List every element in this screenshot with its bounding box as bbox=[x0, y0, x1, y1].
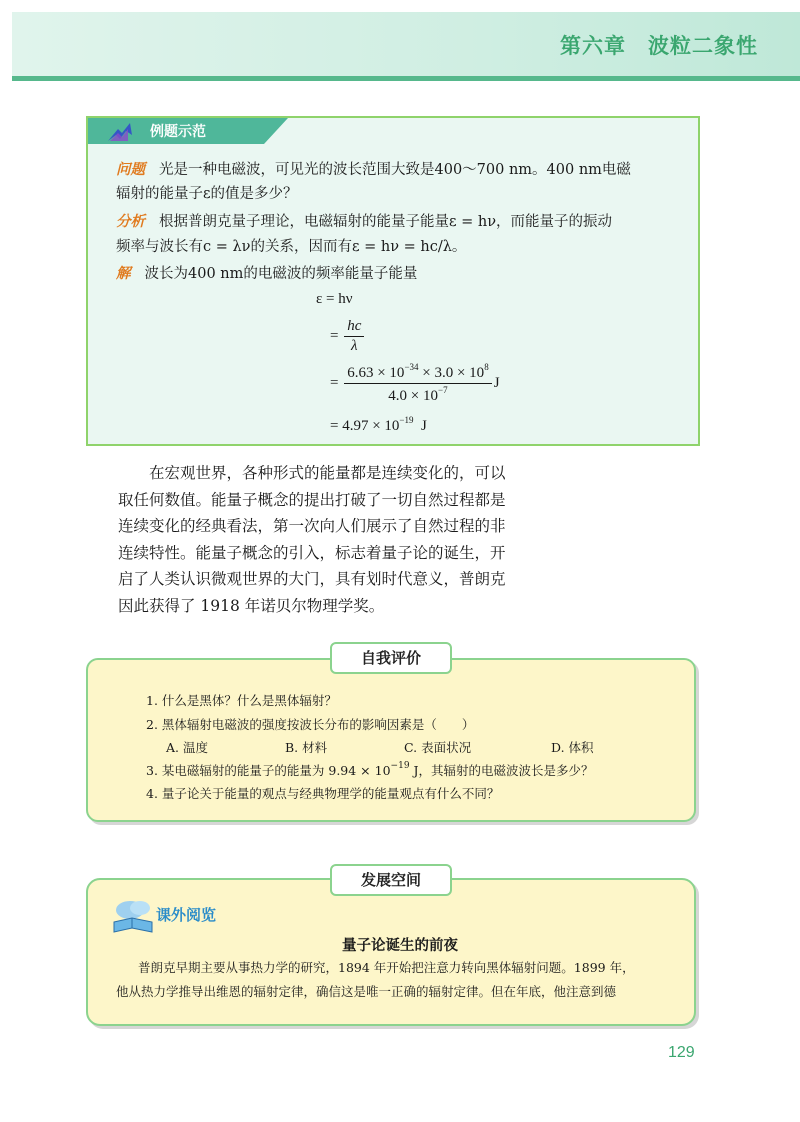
paragraph-line: 在宏观世界，各种形式的能量都是连续变化的，可以 bbox=[149, 464, 506, 482]
option-a: A. 温度 bbox=[166, 740, 208, 755]
development-title: 发展空间 bbox=[330, 864, 452, 896]
question-1: 1. 什么是黑体？什么是黑体辐射？ bbox=[146, 693, 337, 708]
fraction-numeric: $\frac{6.63 \times 10^{-34} \times 3.0 \times 10^8}{4.0 \times 10^{-7}}$ bbox=[344, 362, 491, 405]
article-line-1: 普朗克早期主要从事热力学的研究，1894 年开始把注意力转向黑体辐射问题。1899 年， bbox=[138, 960, 635, 975]
paragraph-line: 连续特性。能量子概念的引入，标志着量子论的诞生，开 bbox=[118, 543, 506, 562]
formula-line-2: = $\frac{hc}{\lambda}$ bbox=[330, 318, 366, 355]
self-eval-title: 自我评价 bbox=[330, 642, 452, 674]
option-b: B. 材料 bbox=[285, 740, 328, 755]
article-line-2: 他从热力学推导出维恩的辐射定律，确信这是唯一正确的辐射定律。但在年底，他注意到德 bbox=[116, 984, 617, 999]
option-c: C. 表面状况 bbox=[404, 740, 472, 755]
analysis-line-1 bbox=[116, 211, 612, 233]
article-title: 量子论诞生的前夜 bbox=[342, 938, 458, 954]
chapter-title bbox=[538, 30, 758, 60]
fraction-hc-lambda: $\frac{hc}{\lambda}$ bbox=[344, 318, 364, 355]
analysis-tag: 分析 bbox=[116, 214, 145, 230]
question-text-1: 光是一种电磁波，可见光的波长范围大致是400～700 nm。400 nm电磁 bbox=[159, 162, 631, 178]
formula-line-1: ε = hν bbox=[316, 291, 353, 307]
paragraph-line: 因此获得了 1918 年诺贝尔物理学奖。 bbox=[118, 596, 385, 615]
arrow-icon bbox=[106, 121, 136, 143]
solution-text: 波长为400 nm的电磁波的频率能量子能量 bbox=[144, 266, 418, 282]
analysis-text-1: 根据普朗克量子理论，电磁辐射的能量子能量ε = hν，而能量子的振动 bbox=[159, 214, 613, 230]
book-icon bbox=[110, 898, 156, 936]
chapter-name: 波粒二象性 bbox=[648, 34, 758, 58]
question-4: 4. 量子论关于能量的观点与经典物理学的能量观点有什么不同？ bbox=[146, 786, 500, 801]
analysis-line-2: 频率与波长有c = λν的关系，因而有ε = hν = hc/λ。 bbox=[116, 239, 467, 255]
reading-label: 课外阅览 bbox=[156, 906, 217, 924]
option-d: D. 体积 bbox=[551, 740, 594, 755]
question-3: 3. 某电磁辐射的能量子的能量为 $9.94 \times 10^{-19}$ J，其辐射的电磁波波长是多少？ bbox=[146, 761, 594, 778]
solution-tag: 解 bbox=[116, 266, 131, 282]
question-line-1 bbox=[116, 159, 631, 181]
question-tag: 问题 bbox=[116, 162, 145, 178]
question-line-2: 辐射的能量子ε的值是多少？ bbox=[116, 186, 298, 202]
formula-line-4: = $4.97 \times 10^{-19}$ J bbox=[330, 415, 427, 434]
paragraph-line: 连续变化的经典看法，第一次向人们展示了自然过程的非 bbox=[118, 517, 506, 535]
example-tab-label: 例题示范 bbox=[150, 124, 206, 140]
chapter-number: 第六章 bbox=[560, 34, 626, 58]
body-paragraph bbox=[118, 460, 518, 619]
question-2: 2. 黑体辐射电磁波的强度按波长分布的影响因素是（ ） bbox=[146, 717, 475, 732]
paragraph-line: 取任何数值。能量子概念的提出打破了一切自然过程都是 bbox=[118, 490, 506, 509]
formula-line-3: = $\frac{6.63 \times 10^{-34} \times 3.0 \times 10^8}{4.0 \times 10^{-7}}$ J bbox=[330, 362, 500, 404]
paragraph-line: 启了人类认识微观世界的大门，具有划时代意义，普朗克 bbox=[118, 570, 506, 588]
solution-line bbox=[116, 263, 417, 285]
page-number: 129 bbox=[668, 1044, 695, 1061]
